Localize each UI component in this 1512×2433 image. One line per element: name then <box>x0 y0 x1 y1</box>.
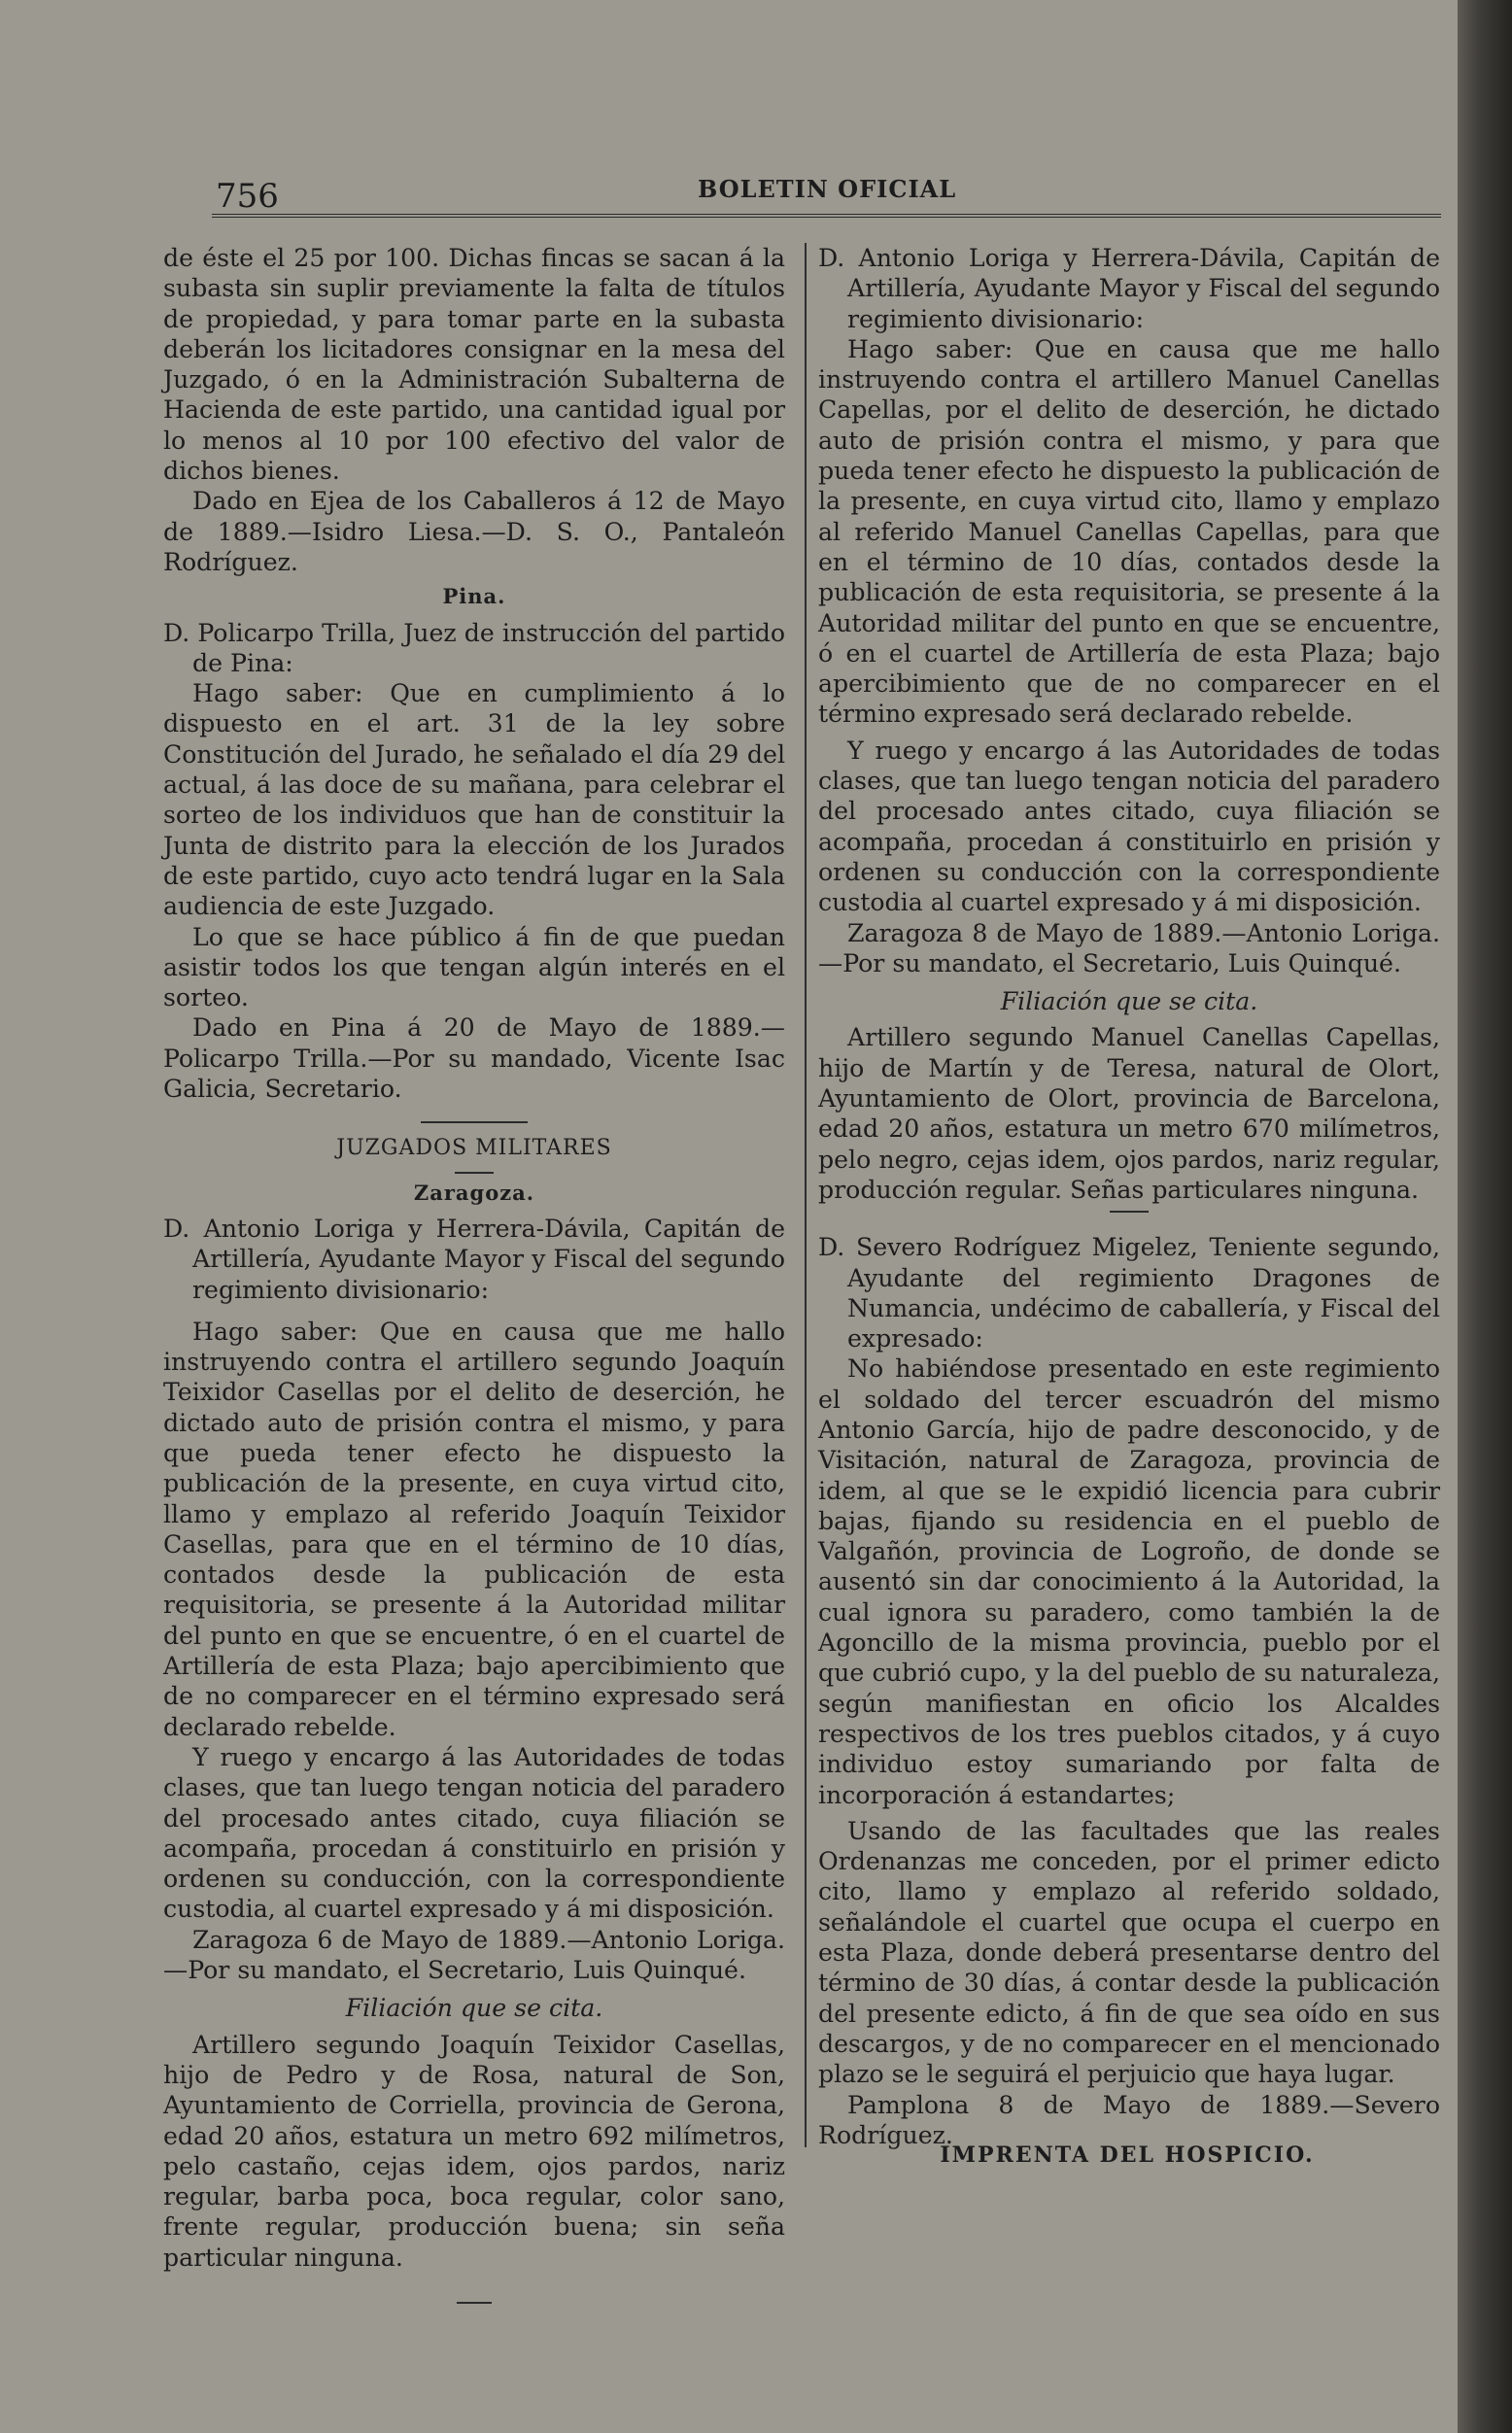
section-heading-juzgados-militares: JUZGADOS MILITARES <box>336 1136 612 1161</box>
paragraph: D. Antonio Loriga y Herrera-Dávila, Capitán de Artillería, Ayudante Mayor y Fiscal del segundo regimiento divisionario: <box>818 244 1440 333</box>
paragraph: Artillero segundo Joaquín Teixidor Casellas, hijo de Pedro y de Rosa, natural de Son, Ayuntamiento de Corriella, provincia de Gerona, edad 20 años, estatura un metro 692 milímetros, pelo castaño, cejas idem, ojos pardos, nariz regular, barba poca, boca regular, color sano, frente regular, producción buena; sin seña particular ninguna. <box>163 2030 785 2272</box>
filiacion-heading: Filiación que se cita. <box>345 1994 603 2023</box>
paragraph: D. Severo Rodríguez Migelez, Teniente segundo, Ayudante del regimiento Dragones de Numancia, undécimo de caballería, y Fiscal del expresado: <box>818 1233 1440 1354</box>
section-heading-pina: Pina. <box>442 584 506 609</box>
right-column <box>818 243 1440 2150</box>
divider <box>421 1121 528 1123</box>
divider <box>1110 1211 1149 1213</box>
page-edge <box>1458 0 1512 2433</box>
paragraph: Hago saber: Que en causa que me hallo instruyendo contra el artillero segundo Joaquín Teixidor Casellas por el delito de deserción, he dictado auto de prisión contra el mismo, y para que pueda tener efecto he dispuesto la publicación de la presente, en cuya virtud cito, llamo y emplazo al referido Joaquín Teixidor Casellas, para que en el término de 10 días, contados desde la publicación de esta requisitoria, se presente á la Autoridad militar del punto en que se encuentre, ó en el cuartel de Artillería de esta Plaza; bajo apercibimiento que de no comparecer en el término expresado será declarado rebelde. <box>163 1317 785 1741</box>
paragraph: Lo que se hace público á fin de que puedan asistir todos los que tengan algún interés en el sorteo. <box>163 922 785 1012</box>
paragraph: Zaragoza 6 de Mayo de 1889.—Antonio Loriga. —Por su mandato, el Secretario, Luis Quinqué. <box>163 1925 785 1985</box>
paragraph: No habiéndose presentado en este regimiento el soldado del tercer escuadrón del mismo Antonio García, hijo de padre desconocido, y de Visitación, natural de Zaragoza, provincia de idem, al que se le expidió licencia para cubrir bajas, fijando su residencia en el pueblo de Valgañón, provincia de Logroño, de donde se ausentó sin dar conocimiento á la Autoridad, la cual ignora su paradero, como también la de Agoncillo de la misma provincia, pueblo por el que cubrió cupo, y la del pueblo de su naturaleza, según manifiestan en oficio los Alcaldes respectivos de los tres pueblos citados, y á cuyo individuo estoy sumariando por falta de incorporación á estandartes; <box>818 1354 1440 1809</box>
paragraph: Usando de las facultades que las reales Ordenanzas me conceden, por el primer edicto cito, llamo y emplazo al referido soldado, señalándole el cuartel que ocupa el cuerpo en esta Plaza, donde deberá presentarse dentro del término de 30 días, á contar desde la publicación del presente edicto, á fin de que sea oído en sus descargos, y de no comparecer en el mencionado plazo se le seguirá el perjuicio que haya lugar. <box>818 1816 1440 2089</box>
paragraph: Hago saber: Que en cumplimiento á lo dispuesto en el art. 31 de la ley sobre Constitución del Jurado, he señalado el día 29 del actual, á las doce de su mañana, para celebrar el sorteo de los individuos que han de constituir la Junta de distrito para la elección de los Jurados de este partido, cuyo acto tendrá lugar en la Sala audiencia de este Juzgado. <box>163 679 785 921</box>
section-heading-zaragoza: Zaragoza. <box>413 1180 535 1205</box>
divider <box>457 2302 492 2304</box>
paragraph: Dado en Pina á 20 de Mayo de 1889.—Policarpo Trilla.—Por su mandado, Vicente Isac Galicia, Secretario. <box>163 1013 785 1104</box>
publication-title: BOLETIN OFICIAL <box>698 175 957 203</box>
paragraph: de éste el 25 por 100. Dichas fincas se sacan á la subasta sin suplir previamente la falta de títulos de propiedad, y para tomar parte en la subasta deberán los licitadores consignar en la mesa del Juzgado, ó en la Administración Subalterna de Hacienda de este partido, una cantidad igual por lo menos al 10 por 100 efectivo del valor de dichos bienes. <box>163 244 785 486</box>
column-divider <box>805 243 807 2147</box>
page-header <box>212 163 1441 218</box>
divider <box>455 1172 494 1174</box>
paragraph: Zaragoza 8 de Mayo de 1889.—Antonio Loriga. —Por su mandato, el Secretario, Luis Quinqué. <box>818 918 1440 977</box>
paragraph: Pamplona 8 de Mayo de 1889.—Severo Rodríguez. <box>818 2090 1440 2149</box>
paragraph: D. Policarpo Trilla, Juez de instrucción del partido de Pina: <box>163 618 785 677</box>
paragraph: Artillero segundo Manuel Canellas Capellas, hijo de Martín y de Teresa, natural de Olort, Ayuntamiento de Olort, provincia de Barcelona, edad 20 años, estatura un metro 670 milímetros, pelo negro, cejas idem, ojos pardos, nariz regular, producción regular. Señas particulares ninguna. <box>818 1023 1440 1204</box>
paragraph: Y ruego y encargo á las Autoridades de todas clases, que tan luego tengan noticia del paradero del procesado antes citado, cuya filiación se acompaña, procedan á constituirlo en prisión y ordenen su conducción, con la correspondiente custodia, al cuartel expresado y á mi disposición. <box>163 1742 785 1924</box>
paragraph: Dado en Ejea de los Caballeros á 12 de Mayo de 1889.—Isidro Liesa.—D. S. O., Pantaleón Rodríguez. <box>163 487 785 576</box>
left-column <box>163 243 785 2304</box>
page-number: 756 <box>216 177 279 216</box>
paragraph: D. Antonio Loriga y Herrera-Dávila, Capitán de Artillería, Ayudante Mayor y Fiscal del segundo regimiento divisionario: <box>163 1214 785 1304</box>
printer-imprint: IMPRENTA DEL HOSPICIO. <box>940 2142 1315 2168</box>
filiacion-heading: Filiación que se cita. <box>1000 987 1258 1016</box>
paragraph: Y ruego y encargo á las Autoridades de todas clases, que tan luego tengan noticia del paradero del procesado antes citado, cuya filiación se acompaña, procedan á constituirlo en prisión y ordenen su conducción con la correspondiente custodia al cuartel expresado y á mi disposición. <box>818 736 1440 917</box>
paragraph: Hago saber: Que en causa que me hallo instruyendo contra el artillero Manuel Canellas Capellas, por el delito de deserción, he dictado auto de prisión contra el mismo, y para que pueda tener efecto he dispuesto la publicación de la presente, en cuya virtud cito, llamo y emplazo al referido Manuel Canellas Capellas, para que en el término de 10 días, contados desde la publicación de esta requisitoria, se presente á la Autoridad militar del punto en que se encuentre, ó en el cuartel de Artillería de esta Plaza; bajo apercibimiento que de no comparecer en el término expresado será declarado rebelde. <box>818 334 1440 729</box>
